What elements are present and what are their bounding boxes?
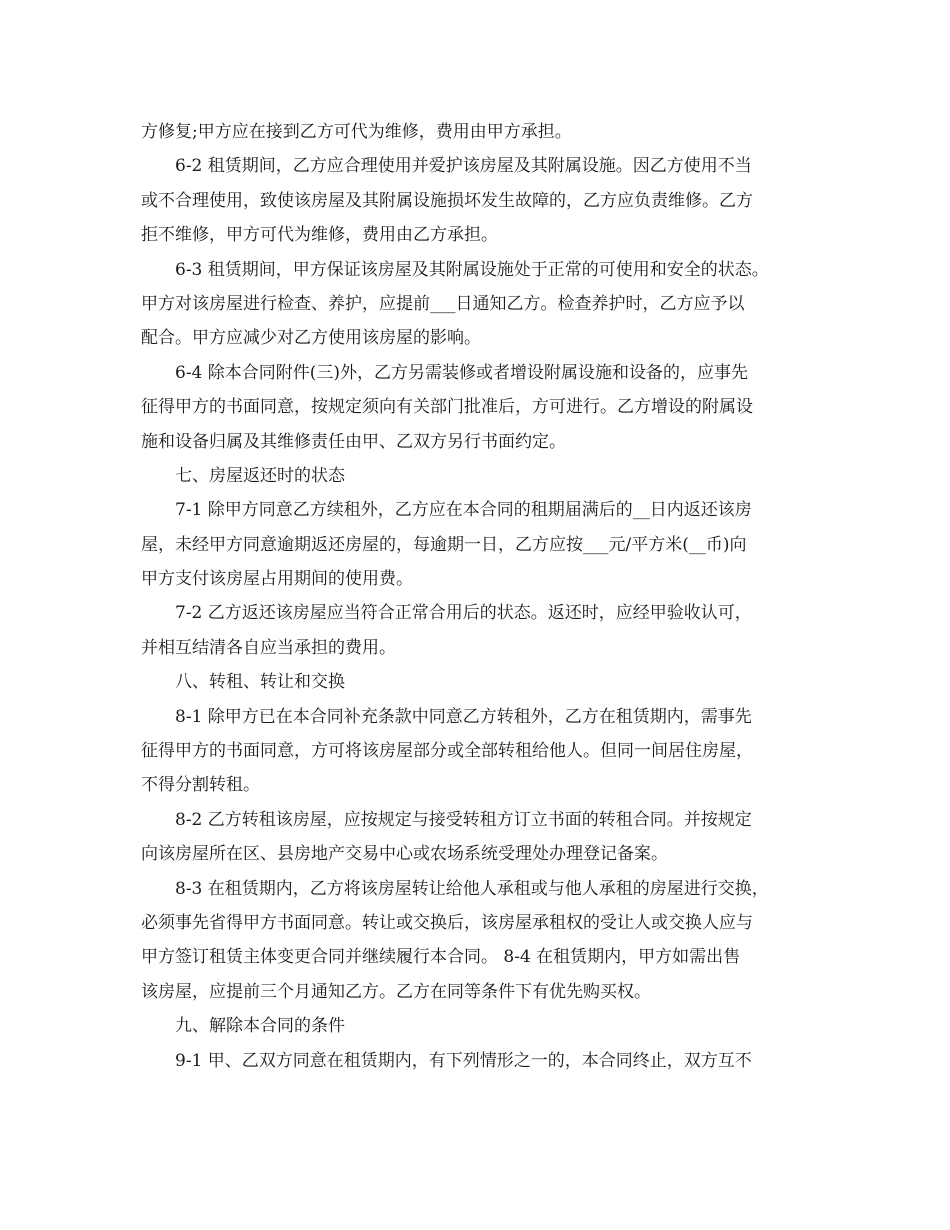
document-line: 甲方对该房屋进行检查、养护，应提前___日通知乙方。检查养护时，乙方应予以 (141, 293, 745, 314)
document-line: 7-2 乙方返还该房屋应当符合正常合用后的状态。返还时，应经甲验收认可， (175, 603, 752, 624)
document-line: 不得分割转租。 (141, 775, 260, 796)
document-line: 9-1 甲、乙双方同意在租赁期内，有下列情形之一的，本合同终止，双方互不 (175, 1050, 752, 1071)
document-body (141, 115, 831, 1078)
document-line: 拒不维修，甲方可代为维修，费用由乙方承担。 (141, 225, 498, 246)
document-line: 征得甲方的书面同意，按规定须向有关部门批准后，方可进行。乙方增设的附属设 (141, 397, 753, 418)
document-line: 必须事先省得甲方书面同意。转让或交换后，该房屋承租权的受让人或交换人应与 (141, 912, 753, 933)
document-line: 甲方签订租赁主体变更合同并继续履行本合同。 8-4 在租赁期内，甲方如需出售 (141, 947, 741, 968)
document-line: 配合。甲方应减少对乙方使用该房屋的影响。 (141, 328, 481, 349)
document-line: 7-1 除甲方同意乙方续租外，乙方应在本合同的租期届满后的__日内返还该房 (175, 500, 752, 521)
document-line: 6-4 除本合同附件(三)外，乙方另需装修或者增设附属设施和设备的，应事先 (175, 362, 749, 383)
document-line: 九、解除本合同的条件 (175, 1016, 345, 1037)
document-line: 征得甲方的书面同意，方可将该房屋部分或全部转租给他人。但同一间居住房屋， (141, 741, 753, 762)
document-line: 方修复;甲方应在接到乙方可代为维修，费用由甲方承担。 (141, 122, 572, 142)
document-line: 八、转租、转让和交换 (175, 672, 345, 693)
document-line: 6-2 租赁期间，乙方应合理使用并爱护该房屋及其附属设施。因乙方使用不当 (175, 156, 752, 177)
document-line: 甲方支付该房屋占用期间的使用费。 (141, 569, 413, 590)
document-line: 6-3 租赁期间，甲方保证该房屋及其附属设施处于正常的可使用和安全的状态。 (175, 259, 769, 280)
document-line: 七、房屋返还时的状态 (175, 465, 345, 486)
document-line: 向该房屋所在区、县房地产交易中心或农场系统受理处办理登记备案。 (141, 844, 668, 865)
document-line: 8-2 乙方转租该房屋，应按规定与接受转租方订立书面的转租合同。并按规定 (175, 809, 752, 830)
document-line: 并相互结清各自应当承担的费用。 (141, 637, 396, 658)
document-line: 该房屋，应提前三个月通知乙方。乙方在同等条件下有优先购买权。 (141, 981, 651, 1002)
document-line: 屋，未经甲方同意逾期返还房屋的，每逾期一日，乙方应按___元/平方米(__币)向 (141, 534, 747, 555)
document-line: 或不合理使用，致使该房屋及其附属设施损坏发生故障的，乙方应负责维修。乙方 (141, 190, 753, 211)
document-line: 施和设备归属及其维修责任由甲、乙双方另行书面约定。 (141, 431, 566, 452)
document-line: 8-3 在租赁期内，乙方将该房屋转让给他人承租或与他人承租的房屋进行交换， (175, 878, 769, 899)
document-line: 8-1 除甲方已在本合同补充条款中同意乙方转租外，乙方在租赁期内，需事先 (175, 706, 752, 727)
